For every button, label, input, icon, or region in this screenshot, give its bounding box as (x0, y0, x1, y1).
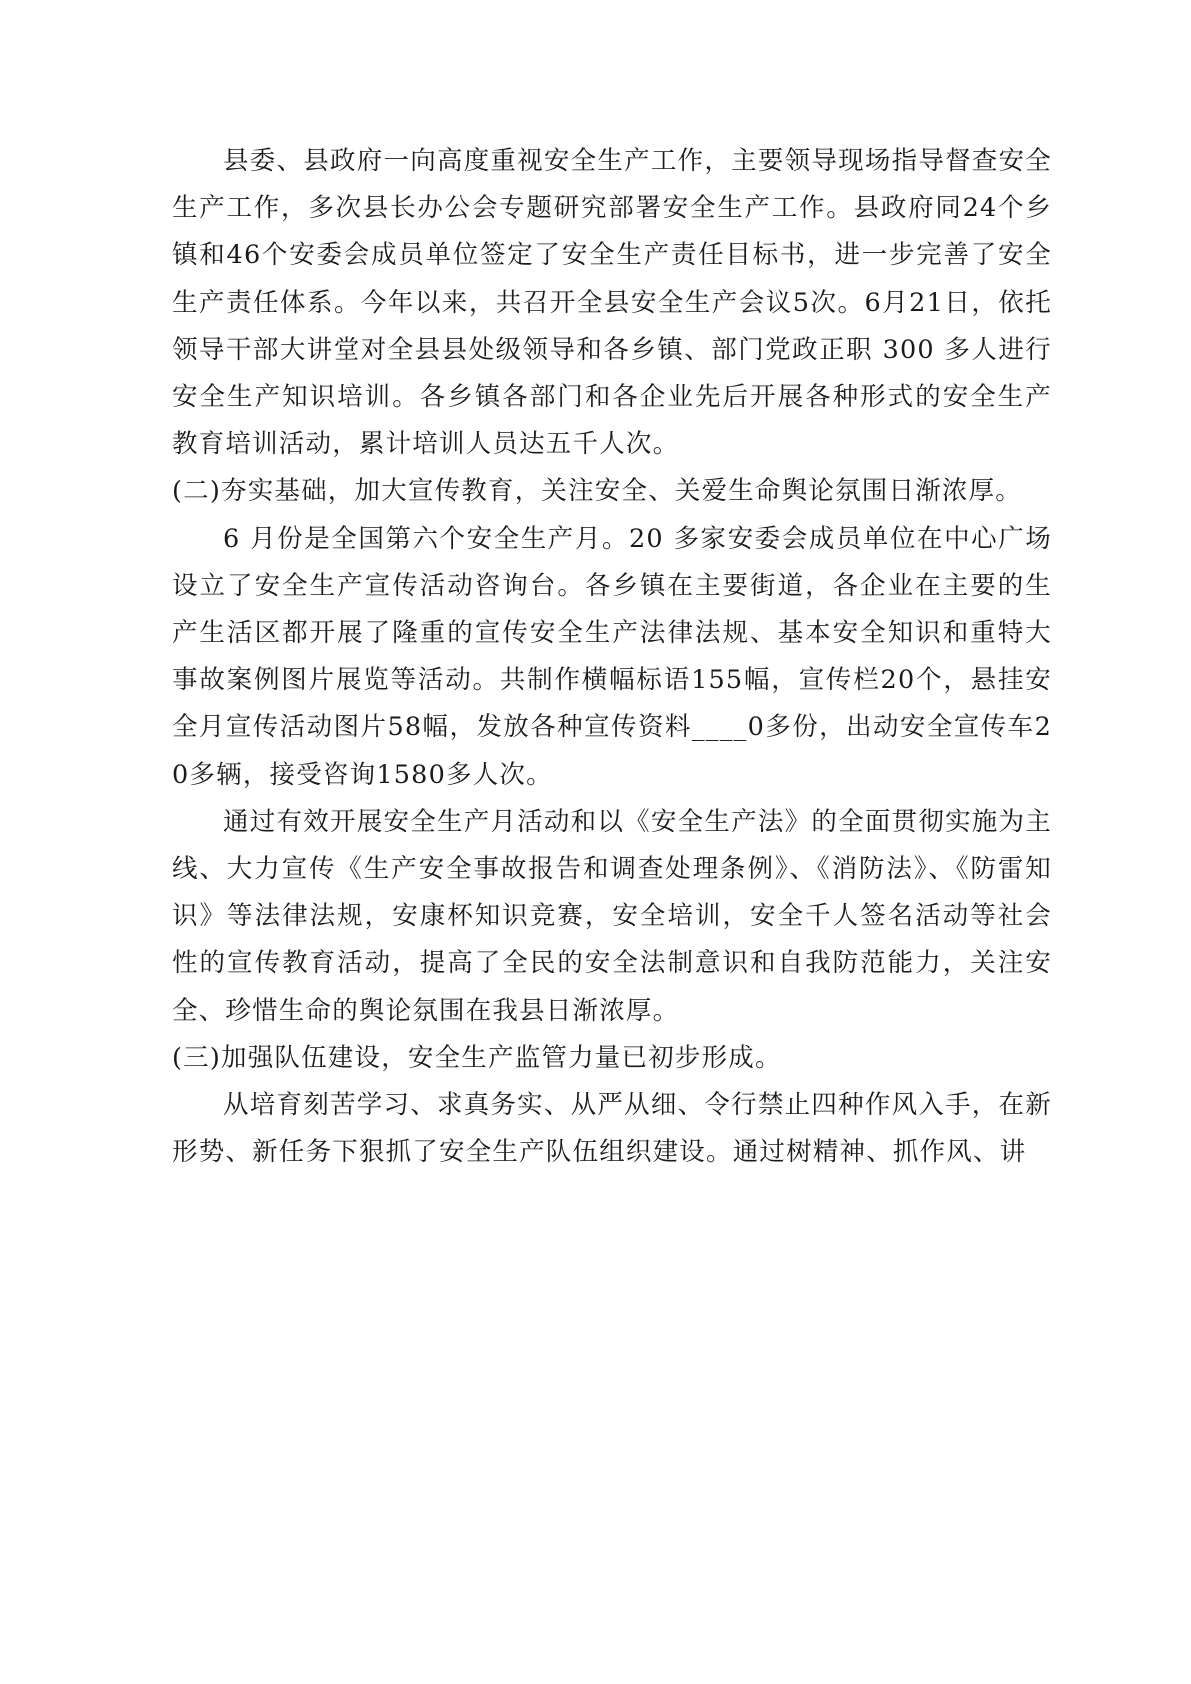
paragraph-publicity: 通过有效开展安全生产月活动和以《安全生产法》的全面贯彻实施为主线、大力宣传《生产安全事故报告和调查处理条例》、《消防法》、《防雷知识》等法律法规，安康杯知识竞赛，安全培训，安全千人签名活动等社会性的宣传教育活动，提高了全民的安全法制意识和自我防范能力，关注安全、珍惜生命的舆论氛围在我县日渐浓厚。 (172, 806, 1052, 1026)
document-page (172, 138, 1052, 1176)
section-heading-2: (二)夯实基础，加大宣传教育，关注安全、关爱生命舆论氛围日渐浓厚。 (172, 476, 1022, 507)
section-heading-3: (三)加强队伍建设，安全生产监管力量已初步形成。 (172, 1042, 782, 1073)
paragraph-leadership: 县委、县政府一向高度重视安全生产工作，主要领导现场指导督查安全生产工作，多次县长办公会专题研究部署安全生产工作。县政府同24个乡镇和46个安委会成员单位签定了安全生产责任目标书，进一步完善了安全生产责任体系。今年以来，共召开全县安全生产会议5次。6月21日，依托领导干部大讲堂对全县县处级领导和各乡镇、部门党政正职 300 多人进行安全生产知识培训。各乡镇各部门和各企业先后开展各种形式的安全生产教育培训活动，累计培训人员达五千人次。 (172, 146, 1052, 460)
paragraph-safety-month: 6 月份是全国第六个安全生产月。20 多家安委会成员单位在中心广场设立了安全生产宣传活动咨询台。各乡镇在主要街道，各企业在主要的生产生活区都开展了隆重的宣传安全生产法律法规、基本安全知识和重特大事故案例图片展览等活动。共制作横幅标语155幅，宣传栏20个，悬挂安全月宣传活动图片58幅，发放各种宣传资料____0多份，出动安全宣传车20多辆，接受咨询1580多人次。 (172, 523, 1052, 790)
paragraph-team-building: 从培育刻苦学习、求真务实、从严从细、令行禁止四种作风入手，在新形势、新任务下狠抓了安全生产队伍组织建设。通过树精神、抓作风、讲 (172, 1090, 1052, 1168)
